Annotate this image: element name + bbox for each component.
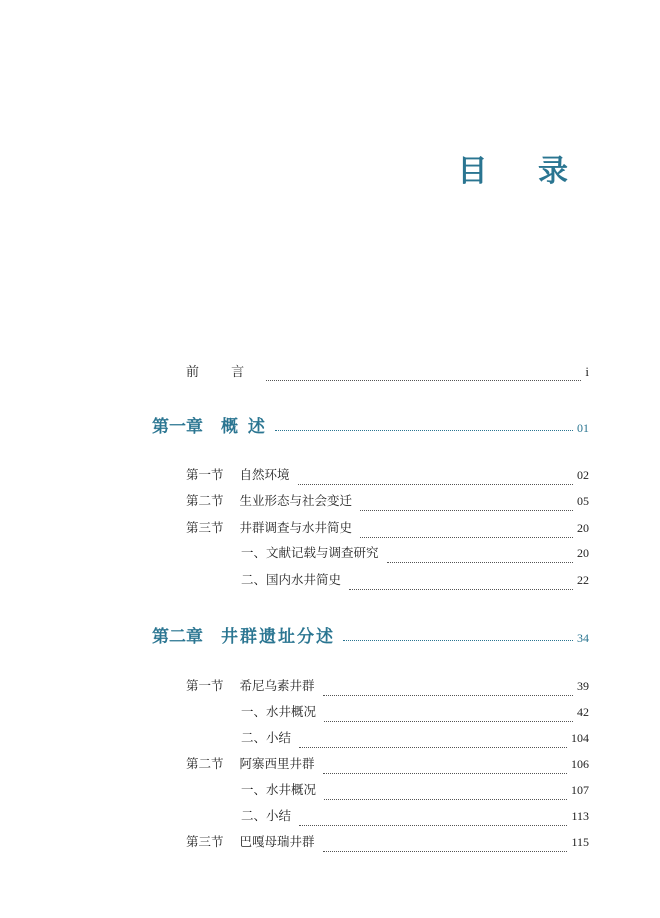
section-number: 第三节 (186, 520, 224, 535)
section-number: 第一节 (186, 678, 224, 693)
toc-page-number: 107 (571, 783, 589, 797)
section-title: 希尼乌素井群 (239, 678, 315, 693)
toc-page-number: 20 (577, 546, 589, 560)
dot-leader (387, 561, 573, 563)
toc-page-number: 22 (577, 573, 589, 587)
dot-leader (323, 694, 573, 696)
toc-subsection[interactable] (241, 570, 589, 594)
subsection-title: 二、小结 (241, 808, 292, 823)
dot-leader (360, 509, 573, 511)
dot-leader (343, 639, 573, 641)
chapter-title: 概 述 (221, 417, 267, 437)
toc-page-number: 05 (577, 494, 589, 508)
subsection-title: 一、文献记载与调查研究 (241, 545, 379, 560)
dot-leader (299, 824, 567, 826)
toc-entry-label: 前 言 (186, 365, 259, 380)
section-heading (186, 465, 290, 483)
dot-leader (324, 798, 567, 800)
section-number: 第三节 (186, 834, 224, 849)
toc-section[interactable] (186, 465, 589, 489)
dot-leader (324, 720, 573, 722)
toc-page-number: 104 (571, 731, 589, 745)
section-number: 第二节 (186, 493, 224, 508)
toc-section[interactable] (186, 676, 589, 700)
subsection-title: 一、水井概况 (241, 704, 317, 719)
dot-leader (266, 379, 581, 381)
section-heading (186, 518, 352, 536)
subsection-title: 二、小结 (241, 730, 292, 745)
toc-chapter-1[interactable] (152, 412, 589, 436)
toc-subsection[interactable] (241, 806, 589, 830)
section-heading (186, 491, 352, 509)
toc-subsection[interactable] (241, 728, 589, 752)
toc-page-number: 20 (577, 521, 589, 535)
chapter-number: 第二章 (152, 627, 203, 647)
dot-leader (323, 772, 567, 774)
section-heading (186, 676, 315, 694)
chapter-heading (152, 622, 335, 647)
toc-section[interactable] (186, 832, 589, 856)
section-title: 阿寨西里井群 (239, 756, 315, 771)
dot-leader (298, 483, 573, 485)
toc-page-number: 34 (577, 631, 589, 645)
toc-page-number: 39 (577, 679, 589, 693)
dot-leader (275, 429, 573, 431)
dot-leader (360, 536, 573, 538)
dot-leader (299, 746, 567, 748)
toc-subsection[interactable] (241, 543, 589, 567)
toc-page-number: 113 (571, 809, 589, 823)
section-number: 第一节 (186, 467, 224, 482)
toc-page-number: 42 (577, 705, 589, 719)
toc-entry-preface[interactable] (186, 361, 589, 385)
section-heading (186, 832, 315, 850)
toc-subsection[interactable] (241, 702, 589, 726)
chapter-heading (152, 412, 267, 437)
toc-page-number: 106 (571, 757, 589, 771)
toc-page-number: i (585, 364, 589, 379)
section-title: 井群调查与水井简史 (239, 520, 353, 535)
toc-section[interactable] (186, 754, 589, 778)
subsection-title: 一、水井概况 (241, 782, 317, 797)
toc-section[interactable] (186, 518, 589, 542)
toc-page-number: 115 (571, 835, 589, 849)
dot-leader (349, 588, 573, 590)
chapter-title: 井群遗址分述 (221, 627, 335, 647)
chapter-number: 第一章 (152, 417, 203, 437)
subsection-title: 二、国内水井简史 (241, 572, 342, 587)
section-heading (186, 754, 315, 772)
section-title: 生业形态与社会变迁 (239, 493, 353, 508)
section-number: 第二节 (186, 756, 224, 771)
section-title: 自然环境 (239, 467, 290, 482)
toc-page-number: 02 (577, 468, 589, 482)
toc-subsection[interactable] (241, 780, 589, 804)
toc-section[interactable] (186, 491, 589, 515)
toc-chapter-2[interactable] (152, 622, 589, 646)
page-title: 目 录 (457, 154, 588, 189)
toc-page-number: 01 (577, 421, 589, 435)
section-title: 巴嘎母瑞井群 (239, 834, 315, 849)
dot-leader (323, 850, 568, 852)
